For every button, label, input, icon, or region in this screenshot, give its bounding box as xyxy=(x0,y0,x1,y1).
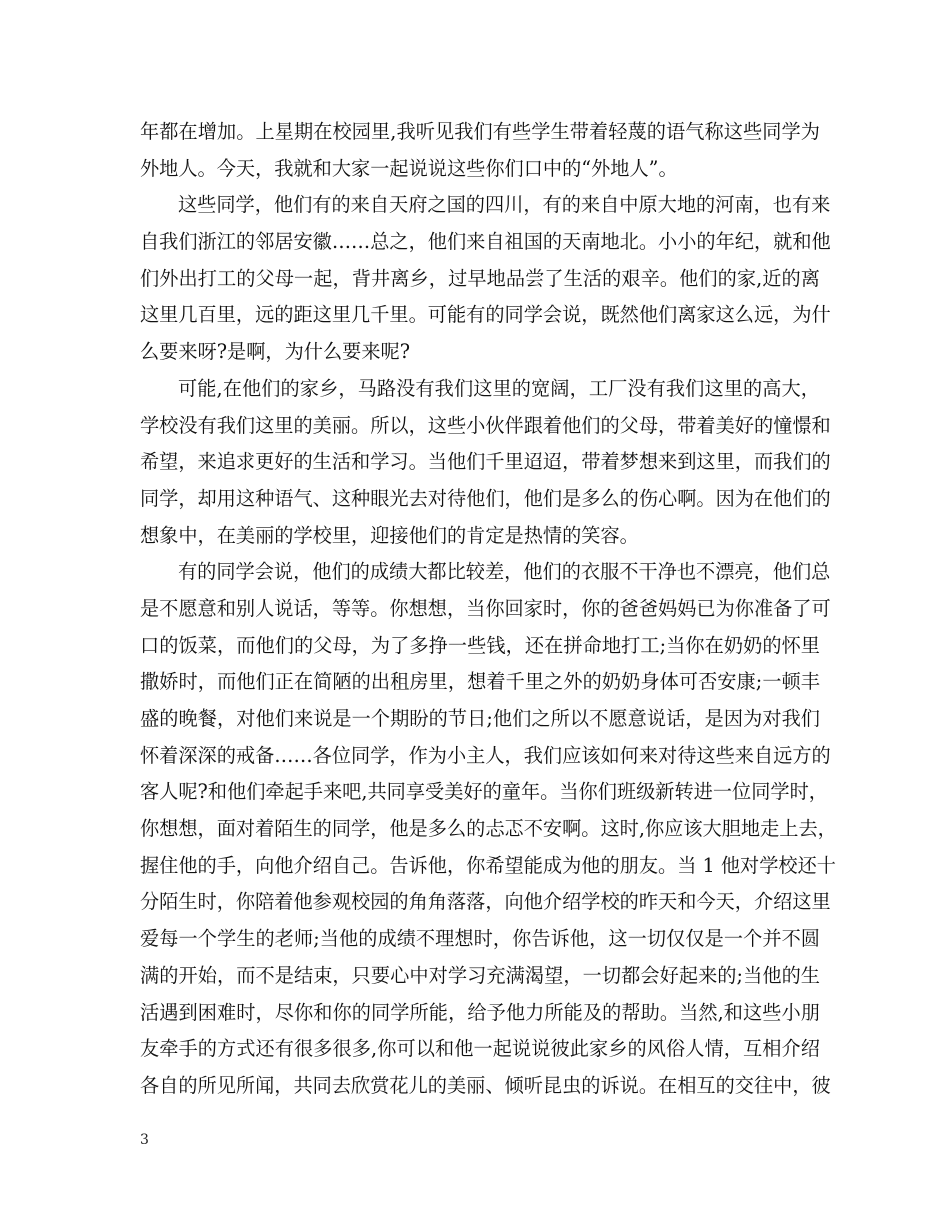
text-line: 们外出打工的父母一起，背井离乡，过早地品尝了生活的艰辛。他们的家,近的离 xyxy=(140,266,820,290)
text-line: 盛的晚餐，对他们来说是一个期盼的节日;他们之所以不愿意说话，是因为对我们 xyxy=(140,707,820,730)
text-line: 自我们浙江的邻居安徽……总之，他们来自祖国的天南地北。小小的年纪，就和他 xyxy=(140,230,831,254)
text-line: 么要来呀?是啊，为什么要来呢? xyxy=(140,340,411,364)
text-line: 怀着深深的戒备……各位同学，作为小主人，我们应该如何来对待这些来自远方的 xyxy=(140,743,831,767)
text-line: 各自的所见所闻，共同去欣赏花儿的美丽、倾听昆虫的诉说。在相互的交往中，彼 xyxy=(140,1073,831,1097)
text-line: 爱每一个学生的老师;当他的成绩不理想时，你告诉他，这一切仅仅是一个并不圆 xyxy=(140,927,820,951)
text-line: 友牵手的方式还有很多很多,你可以和他一起说说彼此家乡的风俗人情，互相介绍 xyxy=(140,1037,820,1061)
page-number: 3 xyxy=(140,1132,149,1148)
text-line: 是不愿意和别人说话，等等。你想想，当你回家时，你的爸爸妈妈已为你准备了可 xyxy=(140,596,831,620)
text-line: 想象中，在美丽的学校里，迎接他们的肯定是热情的笑容。 xyxy=(140,523,639,547)
text-line: 外地人。今天，我就和大家一起说说这些你们口中的“外地人”。 xyxy=(140,156,678,180)
text-line: 分陌生时，你陪着他参观校园的角角落落，向他介绍学校的昨天和今天，介绍这里 xyxy=(140,890,831,914)
body-text xyxy=(140,114,837,1105)
text-line: 满的开始，而不是结束，只要心中对学习充满渴望，一切都会好起来的;当他的生 xyxy=(140,963,820,987)
text-line: 口的饭菜，而他们的父母，为了多挣一些钱，还在拼命地打工;当你在奶奶的怀里 xyxy=(140,633,820,657)
text-line: 客人呢?和他们牵起手来吧,共同享受美好的童年。当你们班级新转进一位同学时， xyxy=(140,780,828,804)
paragraph-first-line: 这些同学，他们有的来自天府之国的四川，有的来自中原大地的河南，也有来 xyxy=(178,193,831,217)
text-line: 希望，来追求更好的生活和学习。当他们千里迢迢，带着梦想来到这里，而我们的 xyxy=(140,450,831,474)
text-line: 学校没有我们这里的美丽。所以，这些小伙伴跟着他们的父母，带着美好的憧憬和 xyxy=(140,413,831,437)
text-line: 撒娇时，而他们正在简陋的出租房里，想着千里之外的奶奶身体可否安康;一顿丰 xyxy=(140,670,820,694)
paragraph-first-line: 有的同学会说，他们的成绩大都比较差，他们的衣服不干净也不漂亮，他们总 xyxy=(178,560,831,584)
text-line: 活遇到困难时，尽你和你的同学所能，给予他力所能及的帮助。当然,和这些小朋 xyxy=(140,1000,820,1024)
text-line: 这里几百里，远的距这里几千里。可能有的同学会说，既然他们离家这么远，为什 xyxy=(140,303,831,327)
text-line: 年都在增加。上星期在校园里,我听见我们有些学生带着轻蔑的语气称这些同学为 xyxy=(140,120,820,143)
text-line: 你想想，面对着陌生的同学，他是多么的忐忑不安啊。这时,你应该大胆地走上去， xyxy=(140,817,837,841)
text-line: 同学，却用这种语气、这种眼光去对待他们，他们是多么的伤心啊。因为在他们的 xyxy=(140,486,831,510)
text-line: 握住他的手，向他介绍自己。告诉他，你希望能成为他的朋友。当 1 他对学校还十 xyxy=(140,853,836,877)
paragraph-first-line: 可能,在他们的家乡，马路没有我们这里的宽阔，工厂没有我们这里的高大， xyxy=(178,376,820,400)
